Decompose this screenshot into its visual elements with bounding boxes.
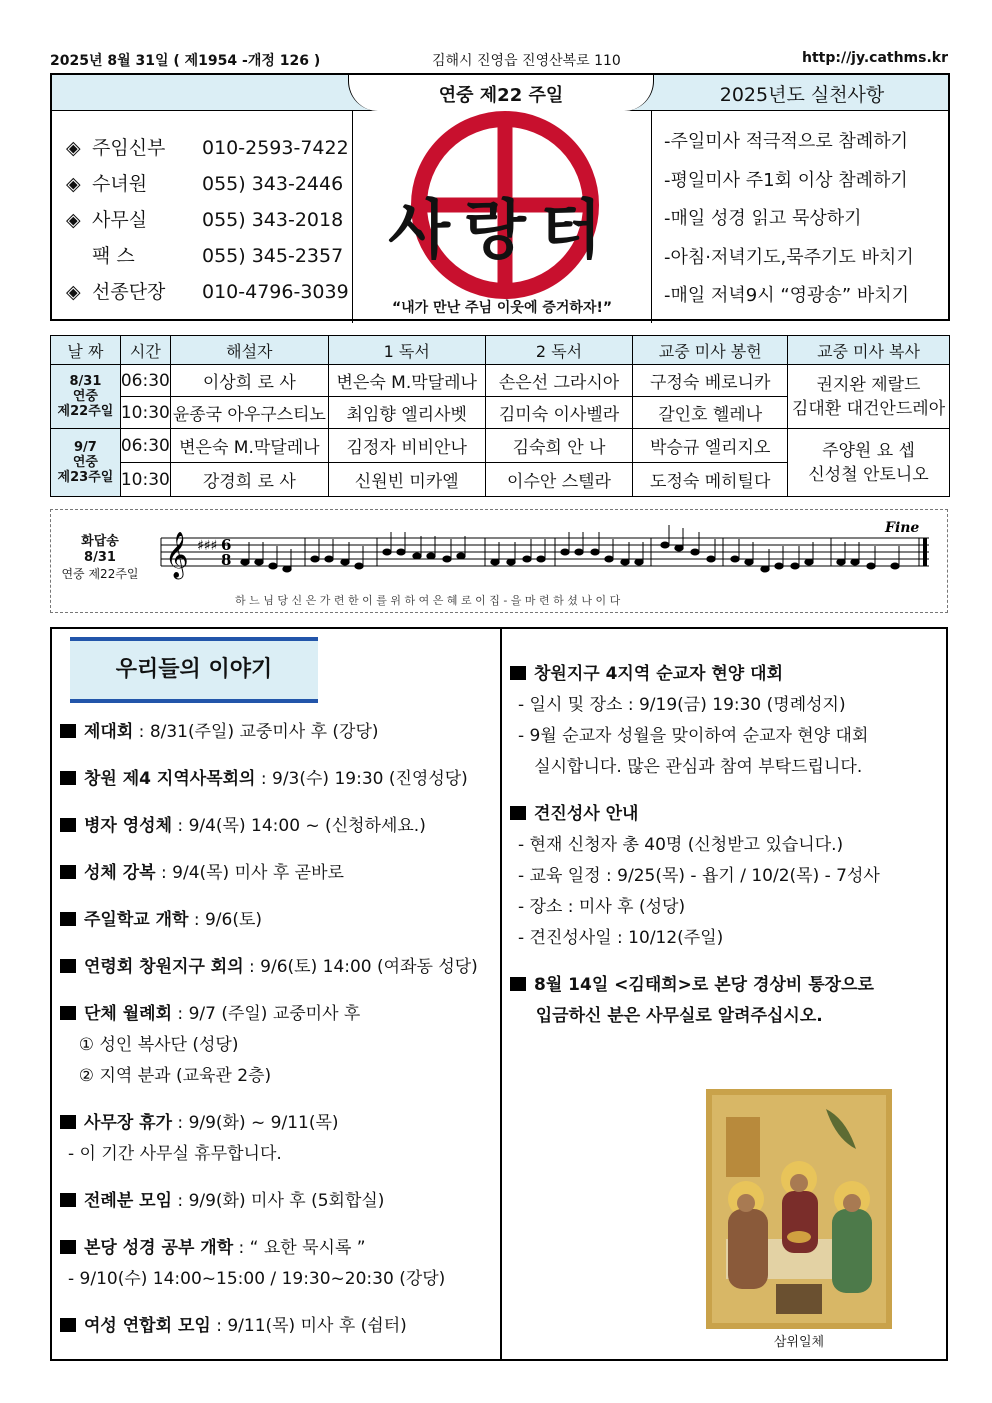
practice-item: -매일 성경 읽고 묵상하기	[664, 208, 862, 229]
announcement-heading: 8월 14일 <김태희>로 본당 경상비 통장으로	[534, 975, 874, 995]
parish-address: 김해시 진영읍 진영산복로 110	[432, 53, 621, 69]
announcement-detail: : 9/7 (주일) 교중미사 후	[172, 1004, 361, 1024]
sunday-title: 연중 제22 주일	[438, 85, 564, 106]
contact-number: 010-2593-7422	[202, 137, 349, 159]
announcement-heading: 본당 성경 공부 개학	[84, 1238, 234, 1258]
music-note	[255, 559, 263, 565]
music-note	[283, 566, 291, 572]
music-note	[867, 563, 875, 569]
fine-marking: Fine	[885, 520, 920, 536]
square-bullet-icon	[60, 959, 76, 973]
announcement-heading: 여성 연합회 모임	[84, 1316, 211, 1336]
announcement-subline: 입금하신 분은 사무실로 알려주십시오.	[518, 1006, 823, 1026]
announcement-detail: : “ 요한 묵시록 ”	[233, 1238, 366, 1258]
announcement-detail: : 9/6(토)	[188, 910, 263, 930]
announcement-subline: - 일시 및 장소 : 9/19(금) 19:30 (명례성지)	[518, 695, 846, 715]
right-announcements	[510, 659, 940, 1026]
announcement-item	[60, 811, 500, 836]
music-note	[341, 559, 349, 565]
music-note	[661, 542, 669, 548]
practice-item: -아침·저녁기도,묵주기도 바치기	[664, 246, 914, 268]
announcement-item	[60, 1108, 500, 1164]
reading1-cell: 신원빈 미카엘	[328, 463, 485, 497]
music-note	[707, 556, 715, 562]
announcement-item	[60, 952, 500, 977]
time-cell: 10:30	[120, 463, 170, 497]
music-note	[675, 545, 683, 551]
announcement-subline: - 장소 : 미사 후 (성당)	[518, 897, 686, 917]
contact-label: 팩 스	[92, 245, 135, 267]
announcement-heading: 창원 제4 지역사목회의	[84, 769, 256, 789]
slogan: “내가 만난 주님 이웃에 증거하자!”	[391, 300, 613, 316]
announcements-box	[50, 627, 948, 1361]
contact-label: 선종단장	[92, 281, 166, 303]
commentator-cell: 강경희 로 사	[170, 463, 328, 497]
column-header: 교중 미사 봉헌	[633, 336, 788, 365]
server-cell: 주양원 요 셉 신성철 안토니오	[788, 429, 950, 497]
time-cell: 06:30	[120, 429, 170, 463]
contact-number: 055) 345-2357	[202, 245, 344, 267]
contact-row	[66, 274, 349, 310]
music-note	[413, 553, 421, 559]
announcement-subline: - 현재 신청자 총 40명 (신청받고 있습니다.)	[518, 835, 844, 855]
psalm-label: 화답송 8/31 연중 제22주일	[61, 534, 139, 581]
contact-label: 주임신부	[92, 137, 166, 159]
music-note	[575, 549, 583, 555]
announcement-detail: : 9/4(목) 14:00 ~ (신청하세요.)	[172, 816, 426, 836]
parish-url[interactable]: http://jy.cathms.kr	[801, 50, 948, 66]
contact-number: 055) 343-2018	[202, 209, 344, 231]
offering-cell: 구정숙 베로니카	[633, 365, 788, 397]
square-bullet-icon	[60, 771, 76, 785]
diamond-bullet-icon: ◈	[66, 173, 81, 195]
music-note	[427, 553, 435, 559]
announcement-subline: - 9월 순교자 성월을 맞이하여 순교자 현양 대회	[518, 726, 869, 746]
square-bullet-icon	[60, 724, 76, 738]
announcement-detail: : 9/3(수) 19:30 (진영성당)	[255, 769, 468, 789]
reading1-cell: 김정자 비비안나	[328, 429, 485, 463]
server-cell: 권지완 제랄드 김대환 대건안드레아	[788, 365, 950, 429]
music-note	[635, 559, 643, 565]
music-note	[311, 556, 319, 562]
plan-title: 2025년도 실천사항	[719, 84, 885, 106]
contact-row	[66, 166, 349, 202]
time-signature-top: 6	[221, 536, 232, 554]
announcement-detail: : 9/6(토) 14:00 (여좌동 성당)	[243, 957, 478, 977]
column-header: 시간	[120, 336, 170, 365]
issue-date: 2025년 8월 31일 ( 제1954 -개정 126 )	[50, 53, 321, 69]
square-bullet-icon	[60, 1193, 76, 1207]
music-note	[745, 559, 753, 565]
square-bullet-icon	[60, 1240, 76, 1254]
practice-item: -매일 저녁9시 “영광송” 바치기	[664, 285, 910, 306]
square-bullet-icon	[60, 865, 76, 879]
announcement-item	[60, 1233, 500, 1289]
music-note	[621, 559, 629, 565]
announcement-heading: 견진성사 안내	[534, 804, 639, 824]
square-bullet-icon	[60, 1318, 76, 1332]
announcement-heading: 병자 영성체	[84, 816, 173, 836]
music-note	[805, 559, 813, 565]
commentator-cell: 윤종국 아우구스티노	[170, 397, 328, 429]
practice-item: -주일미사 적극적으로 참례하기	[664, 131, 908, 152]
music-note	[851, 559, 859, 565]
contact-number: 010-4796-3039	[202, 281, 349, 303]
announcement-item	[60, 1311, 500, 1336]
announcement-subline: 실시합니다. 많은 관심과 참여 부탁드립니다.	[518, 757, 863, 777]
time-signature-bottom: 8	[221, 551, 232, 569]
date-cell: 8/31 연중 제22주일	[51, 365, 121, 429]
psalm-response-box	[50, 509, 948, 613]
music-note	[761, 566, 769, 572]
announcement-detail: : 8/31(주일) 교중미사 후 (강당)	[133, 722, 379, 742]
announcement-heading: 연령회 창원지구 회의	[84, 957, 244, 977]
treble-clef-icon: 𝄞	[165, 532, 189, 578]
music-note	[691, 549, 699, 555]
music-staff-icon	[155, 516, 935, 588]
music-note	[325, 556, 333, 562]
music-note	[523, 556, 531, 562]
bulletin-header	[50, 73, 950, 321]
column-header: 해설자	[170, 336, 328, 365]
contact-row	[66, 238, 349, 274]
announcement-item	[60, 999, 500, 1086]
column-divider	[500, 629, 502, 1359]
music-note	[791, 563, 799, 569]
contact-row	[66, 130, 349, 166]
reading2-cell: 김미숙 이사벨라	[485, 397, 633, 429]
time-cell: 10:30	[120, 397, 170, 429]
announcement-detail: : 9/9(화) 미사 후 (5회합실)	[172, 1191, 385, 1211]
square-bullet-icon	[60, 818, 76, 832]
announcement-heading: 사무장 휴가	[84, 1113, 173, 1133]
music-note	[731, 556, 739, 562]
announcement-heading: 창원지구 4지역 순교자 현양 대회	[534, 664, 783, 684]
music-note	[605, 556, 613, 562]
announcement-item	[60, 858, 500, 883]
column-header: 1 독서	[328, 336, 485, 365]
reading1-cell: 변은숙 M.막달레나	[328, 365, 485, 397]
music-note	[591, 549, 599, 555]
masthead-line	[50, 48, 948, 70]
music-note	[457, 553, 465, 559]
commentator-cell: 이상희 로 사	[170, 365, 328, 397]
announcement-subline: ② 지역 분과 (교육관 2층)	[68, 1066, 272, 1086]
sharp-icon: ♯♯♯	[197, 538, 218, 554]
music-note	[561, 549, 569, 555]
ministry-schedule-table	[50, 335, 950, 497]
announcement-detail: : 9/4(목) 미사 후 곧바로	[155, 863, 344, 883]
square-bullet-icon	[60, 912, 76, 926]
announcement-subline: - 견진성사일 : 10/12(주일)	[518, 928, 724, 948]
reading2-cell: 손은선 그라시아	[485, 365, 633, 397]
offering-cell: 갈인호 헬레나	[633, 397, 788, 429]
contact-label: 수녀원	[92, 173, 148, 195]
table-row	[51, 429, 950, 463]
table-row	[51, 365, 950, 397]
column-header: 2 독서	[485, 336, 633, 365]
trinity-icon-image	[706, 1089, 892, 1329]
music-note	[507, 559, 515, 565]
logo-area	[352, 111, 652, 323]
announcement-subline: - 교육 일정 : 9/25(목) - 욥기 / 10/2(목) - 7성사	[518, 866, 880, 886]
announcement-item	[60, 717, 500, 742]
square-bullet-icon	[510, 977, 526, 991]
diamond-bullet-icon: ◈	[66, 281, 81, 303]
music-note	[537, 556, 545, 562]
music-note	[443, 556, 451, 562]
announcement-subline: - 이 기간 사무실 휴무합니다.	[68, 1144, 282, 1164]
contact-list	[66, 130, 349, 310]
notes-group	[241, 525, 899, 572]
music-note	[355, 563, 363, 569]
offering-cell: 도정숙 메히틸다	[633, 463, 788, 497]
contact-label: 사무실	[92, 209, 148, 231]
contact-row	[66, 202, 349, 238]
time-cell: 06:30	[120, 365, 170, 397]
offering-cell: 박승규 엘리지오	[633, 429, 788, 463]
announcement-item	[510, 799, 940, 948]
diamond-bullet-icon	[66, 238, 92, 274]
stories-title: 우리들의 이야기	[70, 637, 318, 703]
reading2-cell: 김숙희 안 나	[485, 429, 633, 463]
announcement-detail: : 9/9(화) ~ 9/11(목)	[172, 1113, 339, 1133]
bulletin-name: 사랑터	[388, 194, 616, 268]
announcement-item	[60, 1186, 500, 1211]
square-bullet-icon	[60, 1115, 76, 1129]
music-note	[891, 563, 899, 569]
square-bullet-icon	[510, 666, 526, 680]
psalm-lyrics: 하 느 님 당 신 은 가 련 한 이 를 위 하 여 은 혜 로 이 집 - 을 마 련 하 셨 나 이 다	[235, 594, 621, 607]
announcement-item	[60, 905, 500, 930]
square-bullet-icon	[510, 806, 526, 820]
announcement-item	[510, 970, 940, 1026]
left-announcements	[60, 717, 500, 1336]
practice-list	[664, 123, 914, 316]
music-note	[397, 549, 405, 555]
commentator-cell: 변은숙 M.막달레나	[170, 429, 328, 463]
practice-item: -평일미사 주1회 이상 참례하기	[664, 169, 908, 191]
announcement-heading: 단체 월례회	[84, 1004, 173, 1024]
diamond-bullet-icon: ◈	[66, 137, 81, 159]
diamond-bullet-icon: ◈	[66, 209, 81, 231]
music-note	[775, 563, 783, 569]
square-bullet-icon	[60, 1006, 76, 1020]
announcement-item	[510, 659, 940, 777]
announcement-heading: 제대회	[84, 722, 134, 742]
music-note	[383, 549, 391, 555]
announcement-heading: 주일학교 개학	[84, 910, 189, 930]
music-note	[837, 559, 845, 565]
announcement-heading: 전례분 모임	[84, 1191, 173, 1211]
announcement-subline: ① 성인 복사단 (성당)	[68, 1035, 239, 1055]
table-header-row	[51, 336, 950, 365]
reading1-cell: 최임향 엘리사벳	[328, 397, 485, 429]
announcement-subline: - 9/10(수) 14:00~15:00 / 19:30~20:30 (강당)	[68, 1269, 446, 1289]
music-note	[241, 559, 249, 565]
contact-number: 055) 343-2446	[202, 173, 344, 195]
announcement-item	[60, 764, 500, 789]
column-header: 교중 미사 복사	[788, 336, 950, 365]
announcement-detail: : 9/11(목) 미사 후 (쉼터)	[210, 1316, 407, 1336]
reading2-cell: 이수안 스텔라	[485, 463, 633, 497]
column-header: 날 짜	[51, 336, 121, 365]
music-note	[491, 559, 499, 565]
image-caption: 삼위일체	[773, 1335, 825, 1350]
announcement-heading: 성체 강복	[84, 863, 156, 883]
date-cell: 9/7 연중 제23주일	[51, 429, 121, 497]
music-note	[269, 563, 277, 569]
